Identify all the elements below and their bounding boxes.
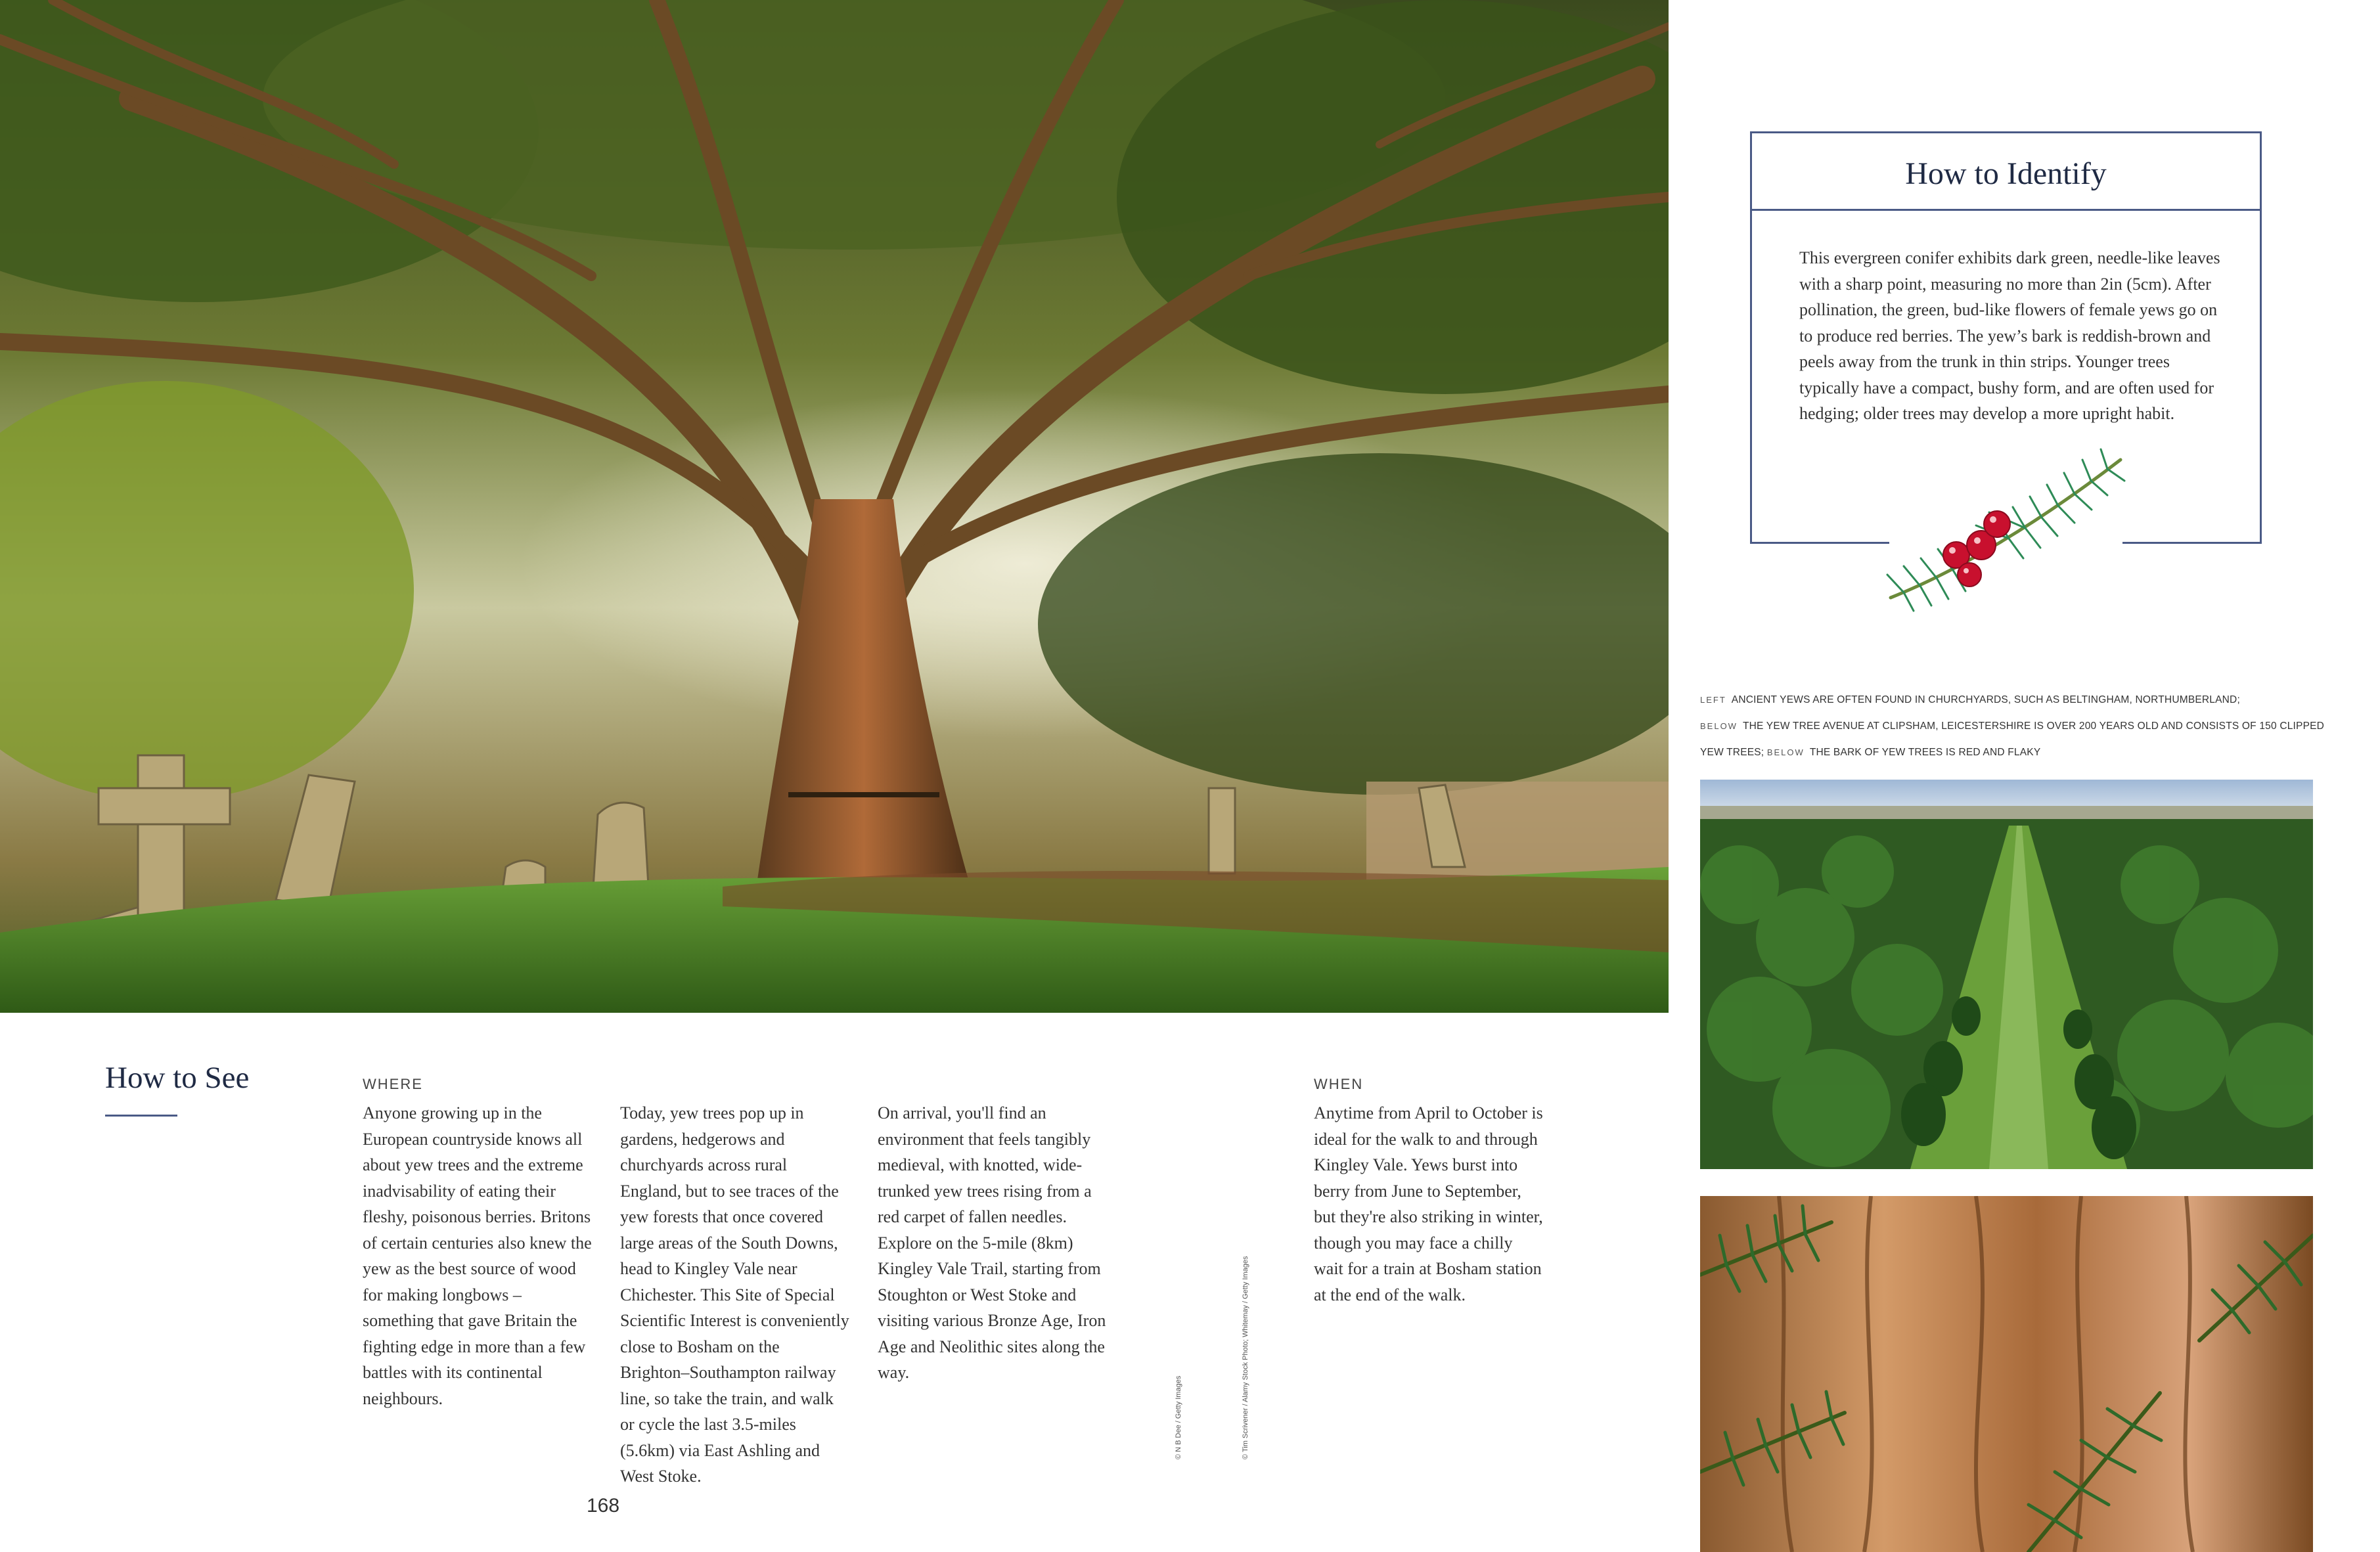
main-photo-yew-churchyard [0,0,1669,1013]
how-to-identify-title: How to Identify [1752,133,2260,211]
where-column-3: On arrival, you'll find an environment that feels tangibly medieval, with knotted, wide-trunked yew trees rising from a red carpet of fallen needles. Explore on the 5-mile (8km) Kingley Vale Trail, starting from Stoughton or West Stoke and visiting various Bronze Age, Iron Age and Neolithic sites along the way. [878,1103,1106,1382]
when-column: Anytime from April to October is ideal for the walk to and through Kingley Vale. Yews burst into berry from June to September, but they're also striking in winter, though you may face a chilly wait for a train at Bosham station at the end of the walk. [1314,1103,1543,1304]
page-number: 168 [587,1495,620,1517]
when-label: WHEN [1314,1076,1364,1092]
photo-caption [1700,687,2331,766]
how-to-see-rule [105,1115,177,1117]
how-to-identify-text: This evergreen conifer exhibits dark green, needle-like leaves with a sharp point, measuring no more than 2in (5cm). After pollination, the green, bud-like flowers of female yews go on to produce red berries. The yew’s bark is reddish-brown and peels away from the trunk in thin strips. Younger trees typically have a compact, bushy form, and are often used for hedging; older trees may develop a more upright habit. [1799,248,2220,423]
where-column-2: Today, yew trees pop up in gardens, hedgerows and churchyards across rural England, but to see traces of the yew forests that once covered large areas of the South Downs, head to Kingley Vale near Chichester. This Site of Special Scientific Interest is conveniently close to Bosham on the Brighton–Southampton railway line, so take the train, and walk or cycle the last 3.5-miles (5.6km) via East Ashling and West Stoke. [620,1103,849,1486]
photo-credit-2: © Tim Scrivener / Alamy Stock Photo; Whitemay / Getty Images [1242,1256,1249,1459]
caption-key-below-2: BELOW [1766,747,1805,757]
caption-left-text: ANCIENT YEWS ARE OFTEN FOUND IN CHURCHYARDS, SUCH AS BELTINGHAM, NORTHUMBERLAND; [1731,694,2240,705]
where-label: WHERE [363,1076,423,1092]
yew-sprig-illustration [1877,447,2134,617]
caption-below-1-text: THE YEW TREE AVENUE AT CLIPSHAM, LEICESTERSHIRE IS OVER 200 YEARS OLD AND CONSISTS OF 150 CLIPPED YEW TREES; [1700,721,2325,758]
where-column-1: Anyone growing up in the European countryside knows all about yew trees and the extreme inadvisability of eating their fleshy, poisonous berries. Britons of certain centuries also knew the yew as the best source of wood for making longbows – something that gave Britain the fighting edge in more than a few battles with its continental neighbours. [363,1103,592,1408]
caption-key-left: LEFT [1700,695,1726,705]
yew-bark-photo [1700,1196,2313,1552]
photo-credit-1: © N B Dee / Getty Images [1175,1375,1182,1459]
how-to-see-title: How to See [105,1061,250,1095]
caption-below-2-text: THE BARK OF YEW TREES IS RED AND FLAKY [1809,747,2041,758]
yew-avenue-aerial-photo [1700,780,2313,1169]
caption-key-below-1: BELOW [1700,721,1738,731]
